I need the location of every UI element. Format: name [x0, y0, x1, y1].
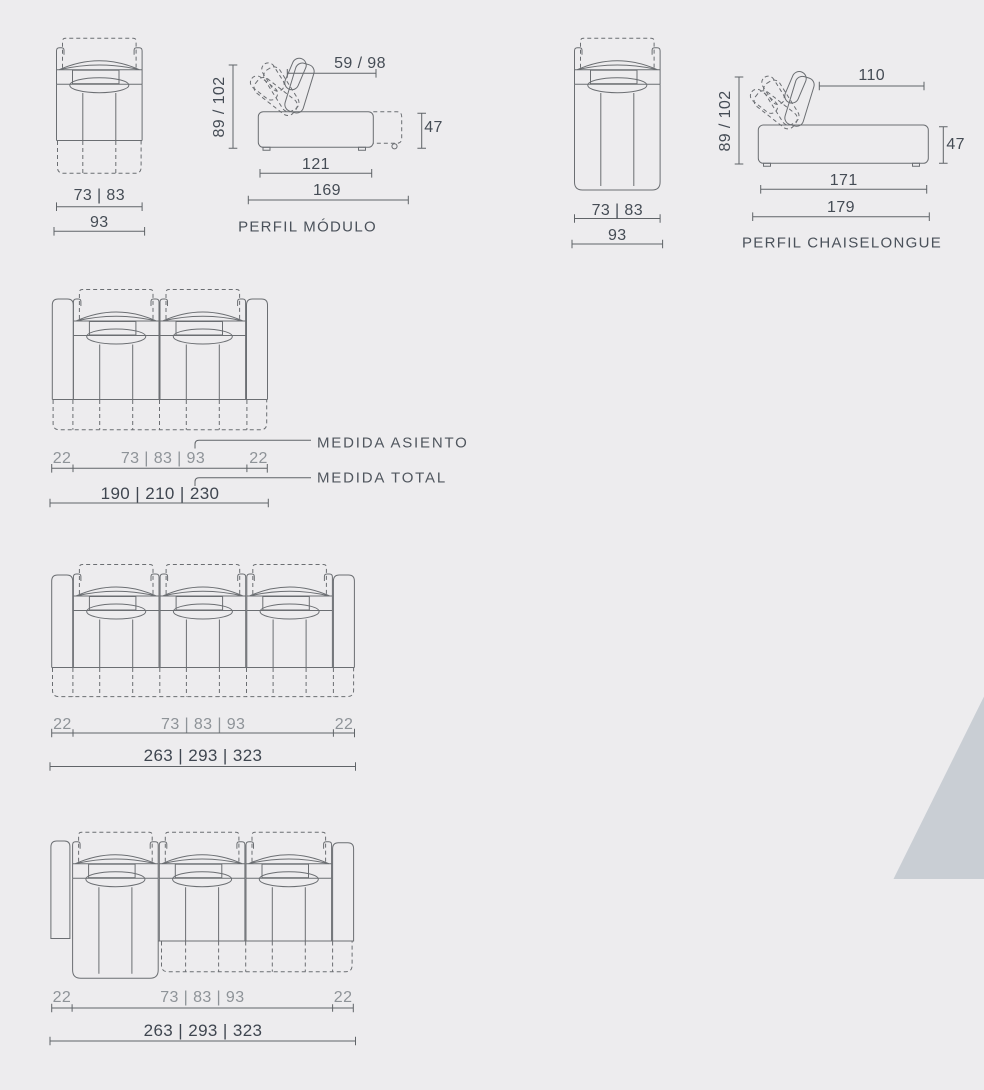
armrest-right — [333, 575, 354, 668]
chaise-body — [73, 878, 159, 978]
sofa3-total-widths: 263 | 293 | 323 — [143, 745, 263, 765]
armrest-right — [247, 299, 268, 400]
caster-wheel — [392, 144, 397, 149]
sofa2-arm-right-width: 22 — [249, 450, 268, 467]
sofa2-total-widths: 190 | 210 | 230 — [100, 484, 220, 503]
front-module-drawing — [54, 38, 145, 235]
perfil-modulo-recline-depth: 59 / 98 — [334, 55, 386, 72]
backrest-upright — [783, 75, 816, 128]
sofa-three-seats-drawing — [50, 565, 356, 771]
armrest-left — [52, 575, 73, 668]
perfil-chaiselongue-seat-height: 47 — [946, 135, 965, 153]
seat-base — [258, 112, 373, 148]
seat-base — [758, 125, 928, 163]
sofa3chaise-seat-widths: 73 | 83 | 93 — [160, 989, 245, 1006]
perfil-modulo-height: 89 / 102 — [211, 75, 228, 138]
perfil-chaiselongue-height: 89 / 102 — [717, 89, 734, 152]
headrest-pillow — [283, 56, 309, 92]
backrest-upright — [283, 61, 316, 114]
sofa2-seat-widths: 73 | 83 | 93 — [120, 450, 206, 467]
sofa3chaise-total-widths: 263 | 293 | 323 — [143, 1020, 263, 1040]
armrest-right — [333, 843, 354, 941]
sofa3-arm-right-width: 22 — [334, 716, 354, 733]
medida-asiento-label: MEDIDA ASIENTO — [317, 434, 469, 451]
sofa3-arm-left-width: 22 — [53, 716, 72, 733]
perfil-chaiselongue-caption: PERFIL CHAISELONGUE — [741, 234, 943, 251]
decorative-triangle — [894, 697, 984, 880]
sofa-two-seats-drawing — [50, 290, 311, 508]
leader-medida-asiento — [195, 440, 311, 448]
sofa2-arm-left-width: 22 — [52, 450, 72, 467]
perfil-modulo-caption: PERFIL MÓDULO — [238, 218, 377, 235]
armrest-left — [52, 299, 73, 400]
headrest-pillow — [783, 69, 809, 105]
perfil-chaiselongue-seat-depth: 171 — [829, 171, 858, 189]
front-chaiselongue-total-width: 93 — [607, 226, 627, 244]
perfil-modulo-seat-depth: 121 — [302, 155, 330, 173]
sofa3-seat-widths: 73 | 83 | 93 — [161, 716, 246, 733]
perfil-chaiselongue-headrest-depth: 110 — [858, 66, 886, 84]
medida-total-label: MEDIDA TOTAL — [317, 469, 447, 487]
perfil-chaiselongue-total-depth: 179 — [827, 199, 855, 216]
front-module-seat-width: 73 | 83 — [73, 187, 126, 204]
sofa-three-seats-chaise-drawing — [50, 832, 356, 1045]
perfil-modulo-total-depth: 169 — [313, 182, 341, 199]
front-module-total-width: 93 — [89, 213, 109, 231]
sofa3chaise-arm-right-width: 22 — [333, 989, 353, 1006]
sofa3chaise-arm-left-width: 22 — [52, 989, 72, 1006]
armrest-left — [51, 841, 70, 939]
front-chaiselongue-seat-width: 73 | 83 — [591, 201, 644, 219]
perfil-modulo-seat-height: 47 — [424, 118, 443, 136]
